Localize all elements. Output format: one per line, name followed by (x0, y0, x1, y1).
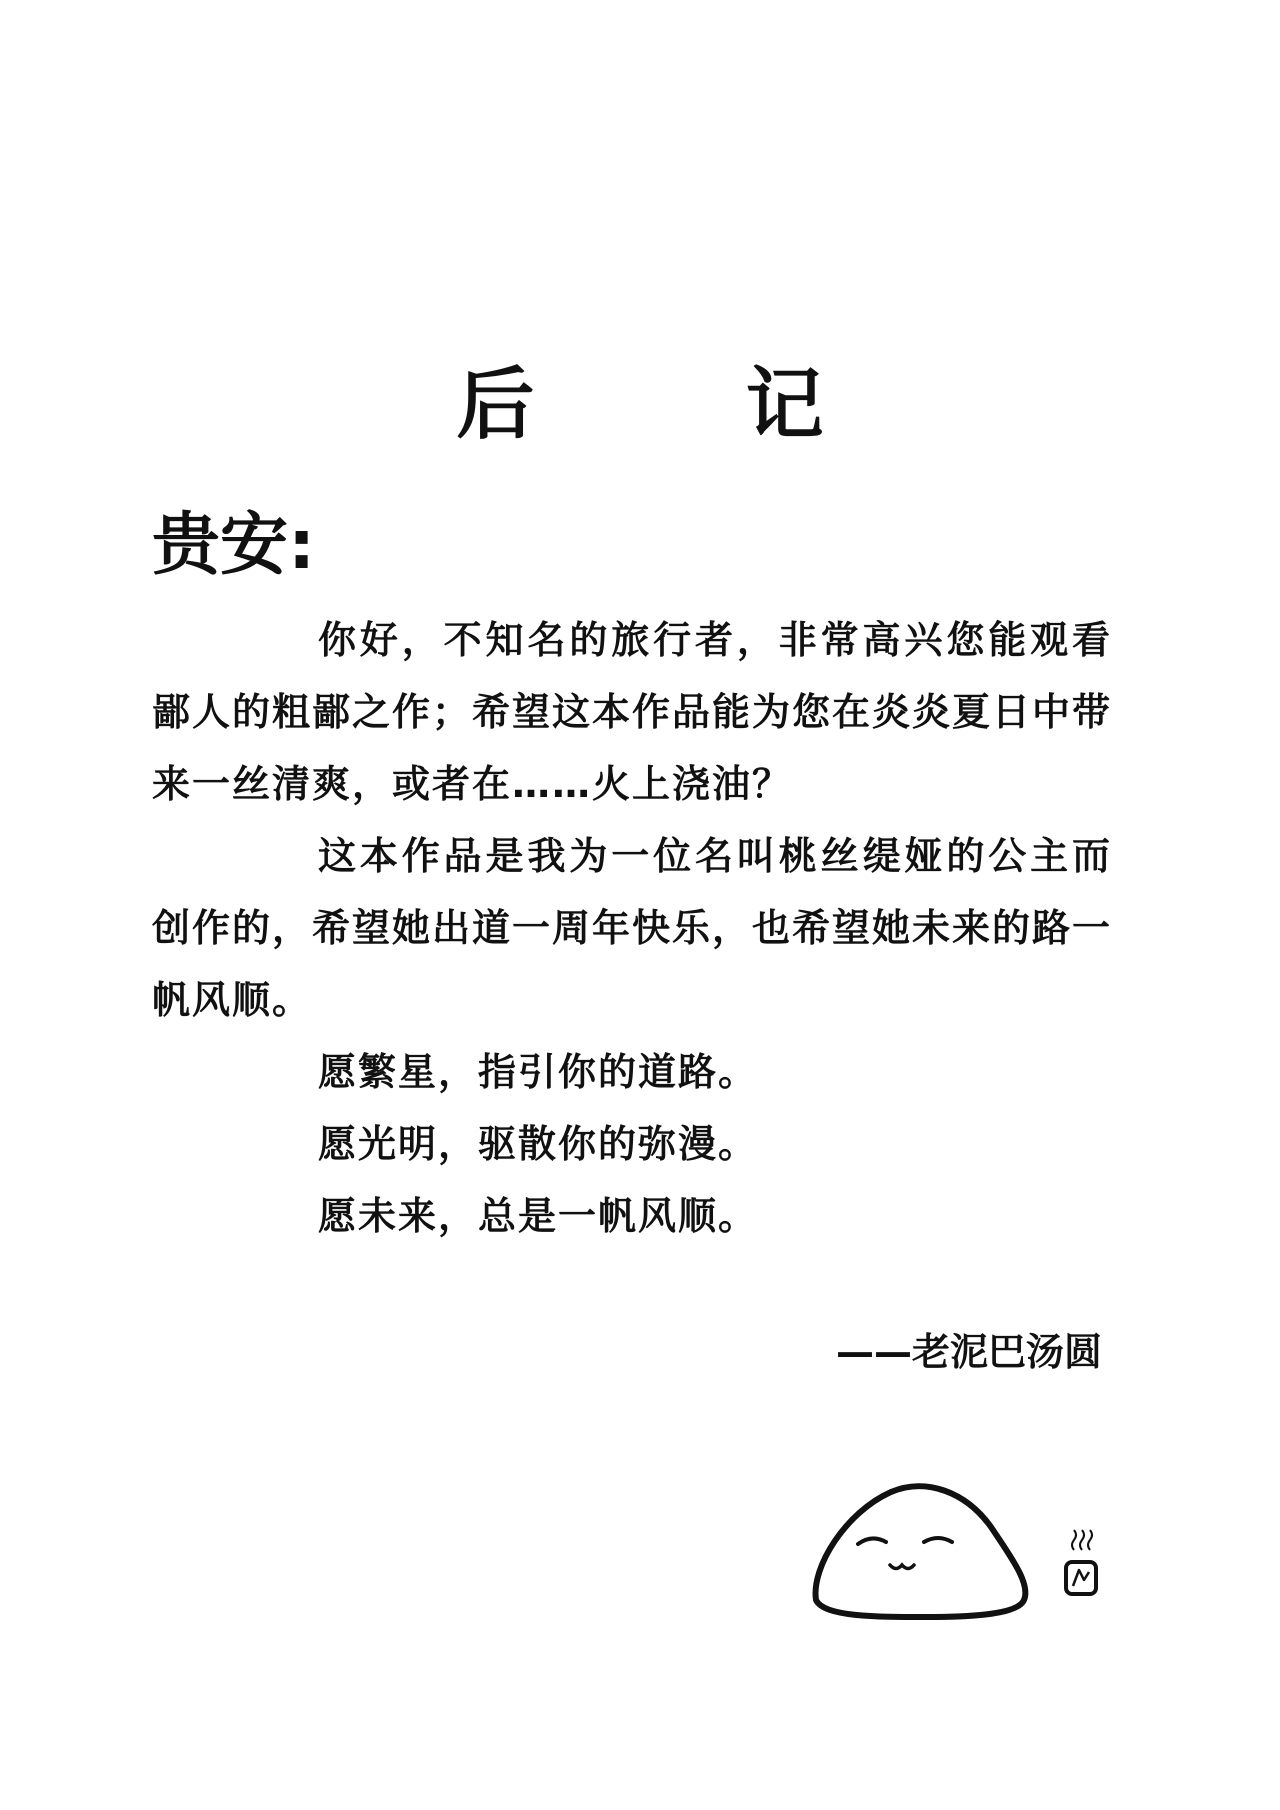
wish-line: 愿繁星，指引你的道路。 (318, 1050, 759, 1094)
wish-line: 愿未来，总是一帆风顺。 (318, 1194, 759, 1238)
author-signature: ——老泥巴汤圆 (835, 1330, 1102, 1374)
paragraph-intro: 你好，不知名的旅行者，非常高兴您能观看鄙人的粗鄙之作；希望这本作品能为您在炎炎夏日中带来一丝清爽，或者在……火上浇油？ (152, 618, 1113, 806)
letter-body (152, 604, 1112, 1252)
greeting: 贵安: (152, 506, 316, 585)
page-title: 后 记 (456, 360, 916, 450)
smiling-dumpling-icon (806, 1472, 1036, 1622)
steaming-cup-icon (1062, 1528, 1102, 1602)
wish-line: 愿光明，驱散你的弥漫。 (318, 1122, 759, 1166)
paragraph-dedication: 这本作品是我为一位名叫桃丝缇娅的公主而创作的，希望她出道一周年快乐，也希望她未来的路一帆风顺。 (152, 834, 1113, 1022)
